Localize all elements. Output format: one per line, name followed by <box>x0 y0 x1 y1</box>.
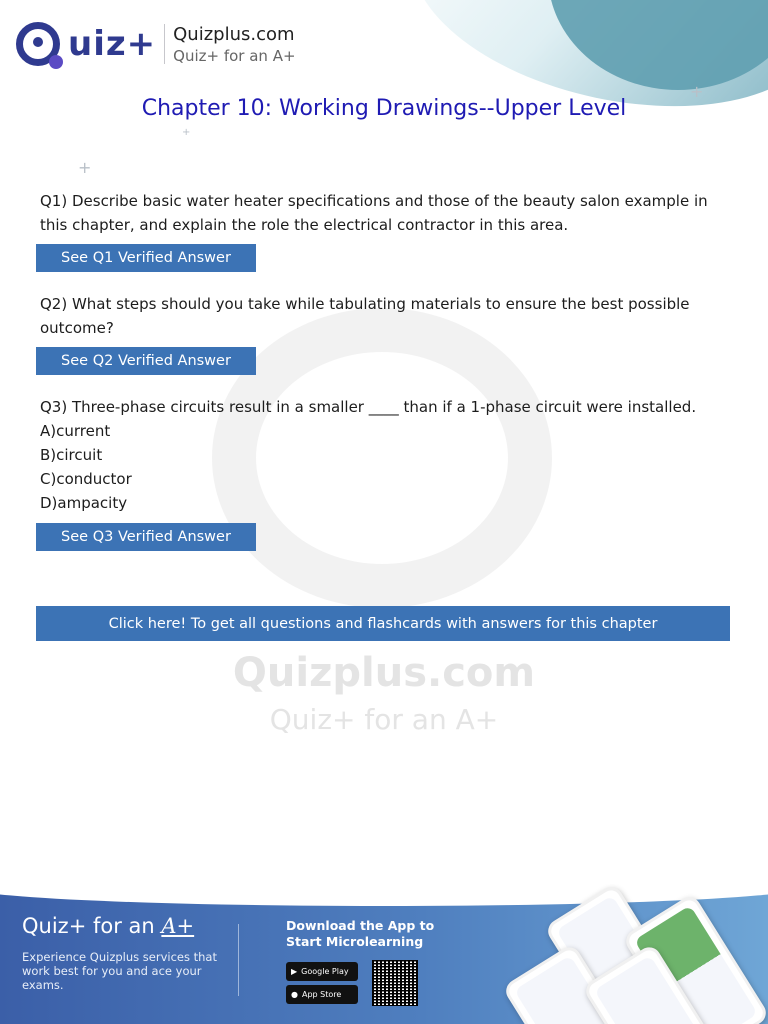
watermark-tagline: Quiz+ for an A+ <box>269 703 499 736</box>
footer-brand-prefix: Quiz+ for an <box>22 914 162 938</box>
chapter-title: Chapter 10: Working Drawings--Upper Level <box>141 96 627 121</box>
qr-code-icon[interactable] <box>372 960 418 1006</box>
quizplus-logo[interactable] <box>16 22 296 66</box>
footer-divider <box>238 924 239 996</box>
logo-wordmark: uiz+ <box>68 24 157 64</box>
option-c: C)conductor <box>40 470 132 488</box>
sparkle-icon: + <box>78 158 92 177</box>
watermark-site-name: Quizplus.com <box>232 650 536 696</box>
logo-q-icon <box>16 22 60 66</box>
question-3-text: Q3) Three-phase circuits result in a smaller ____ than if a 1-phase circuit were installed. <box>40 398 697 416</box>
q1-answer-button[interactable]: See Q1 Verified Answer <box>36 244 256 272</box>
footer-description: Experience Quizplus services that work best for you and ace your exams. <box>22 950 217 992</box>
site-name: Quizplus.com <box>173 23 295 45</box>
question-1: Q1) Describe basic water heater specifications and those of the beauty salon example in this chapter, and explain the role the electrical contractor in this area. <box>40 192 708 234</box>
footer-brand-aplus: A+ <box>161 914 195 938</box>
download-heading-line2: Start Microlearning <box>286 934 424 949</box>
play-store-icon: ▶ <box>291 967 298 976</box>
footer-brand <box>22 914 232 938</box>
sparkle-icon: + <box>690 82 704 101</box>
all-questions-cta-button[interactable]: Click here! To get all questions and flashcards with answers for this chapter <box>36 606 730 641</box>
question-2: Q2) What steps should you take while tabulating materials to ensure the best possible outcome? <box>40 295 690 337</box>
option-b: B)circuit <box>40 446 103 464</box>
q2-answer-button[interactable]: See Q2 Verified Answer <box>36 347 256 375</box>
app-store-badge[interactable] <box>286 985 358 1004</box>
download-heading-line1: Download the App to <box>286 918 435 933</box>
q3-answer-button[interactable]: See Q3 Verified Answer <box>36 523 256 551</box>
app-promo-footer <box>0 884 768 1024</box>
app-store-label: App Store <box>301 990 342 999</box>
sparkle-icon: + <box>182 127 191 138</box>
site-tagline: Quiz+ for an A+ <box>173 46 296 65</box>
option-a: A)current <box>40 422 111 440</box>
google-play-badge[interactable] <box>286 962 358 981</box>
question-3 <box>40 395 728 515</box>
google-play-label: Google Play <box>301 967 349 976</box>
logo-divider <box>164 24 165 64</box>
footer-wave <box>0 884 768 906</box>
apple-icon: ● <box>291 990 298 999</box>
option-d: D)ampacity <box>40 494 128 512</box>
